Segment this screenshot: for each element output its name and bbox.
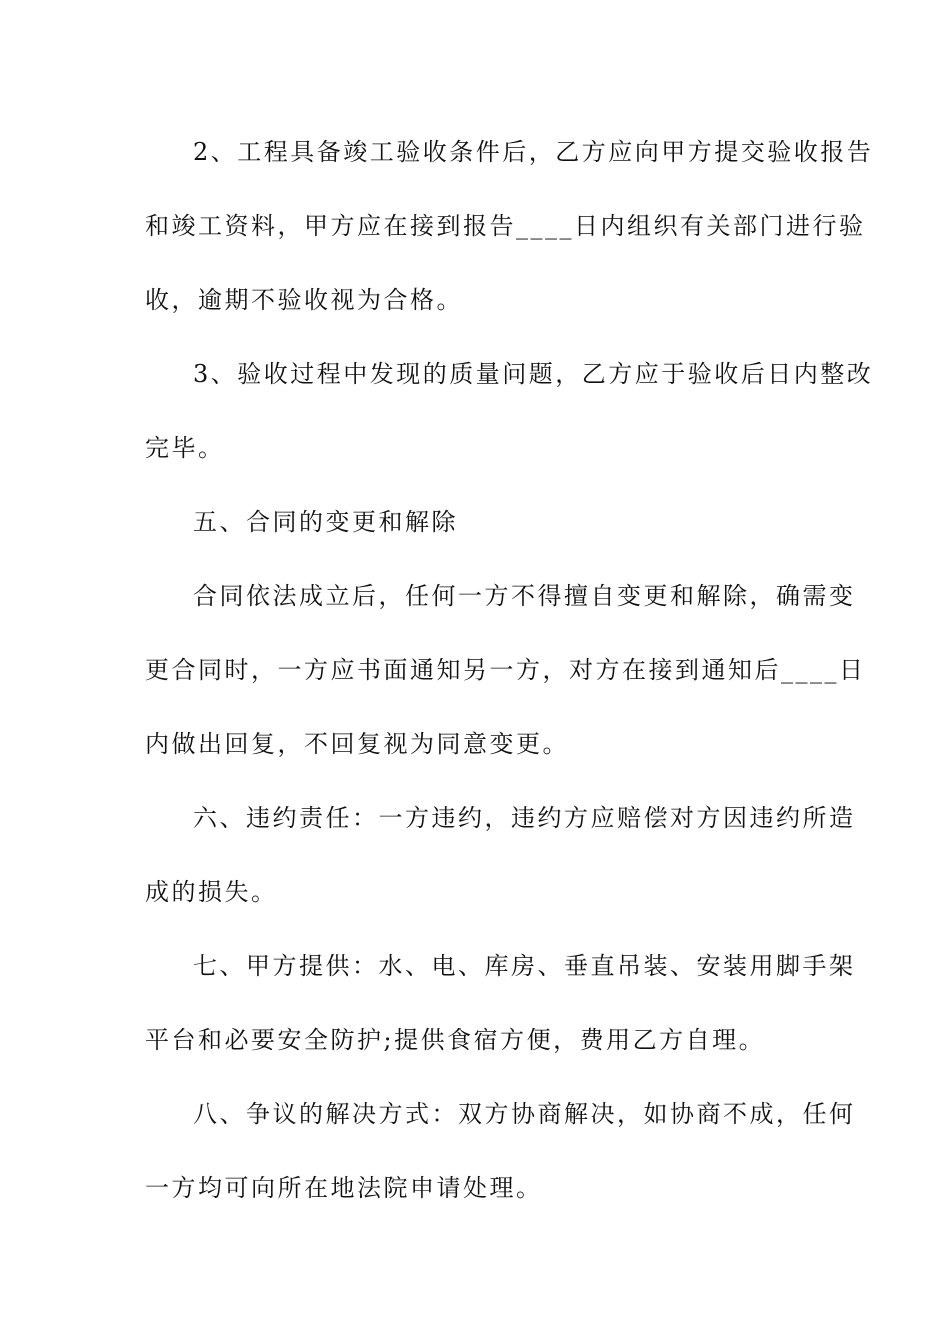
party-a-provides-line-1: 七、甲方提供：水、电、库房、垂直吊装、安装用脚手架 [193,952,856,980]
paragraph-2-line-3: 收，逾期不验收视为合格。 [145,286,463,314]
contract-change-line-2: 更合同时，一方应书面通知另一方，对方在接到通知后____日 [145,656,866,684]
breach-liability-line-2: 成的损失。 [145,878,278,906]
dispute-resolution-line-2: 一方均可向所在地法院申请处理。 [145,1174,543,1202]
paragraph-2-line-2: 和竣工资料，甲方应在接到报告____日内组织有关部门进行验 [145,212,866,240]
contract-change-line-3: 内做出回复，不回复视为同意变更。 [145,730,569,758]
section-heading-contract-change: 五、合同的变更和解除 [193,508,458,536]
dispute-resolution-line-1: 八、争议的解决方式：双方协商解决，如协商不成，任何 [193,1100,856,1128]
paragraph-3-line-1: 3、验收过程中发现的质量问题，乙方应于验收后日内整改 [193,360,874,388]
breach-liability-line-1: 六、违约责任：一方违约，违约方应赔偿对方因违约所造 [193,804,856,832]
contract-change-line-1: 合同依法成立后，任何一方不得擅自变更和解除，确需变 [193,582,856,610]
paragraph-2-line-1: 2、工程具备竣工验收条件后，乙方应向甲方提交验收报告 [193,138,874,166]
paragraph-3-line-2: 完毕。 [145,434,225,462]
party-a-provides-line-2: 平台和必要安全防护;提供食宿方便，费用乙方自理。 [145,1026,766,1054]
